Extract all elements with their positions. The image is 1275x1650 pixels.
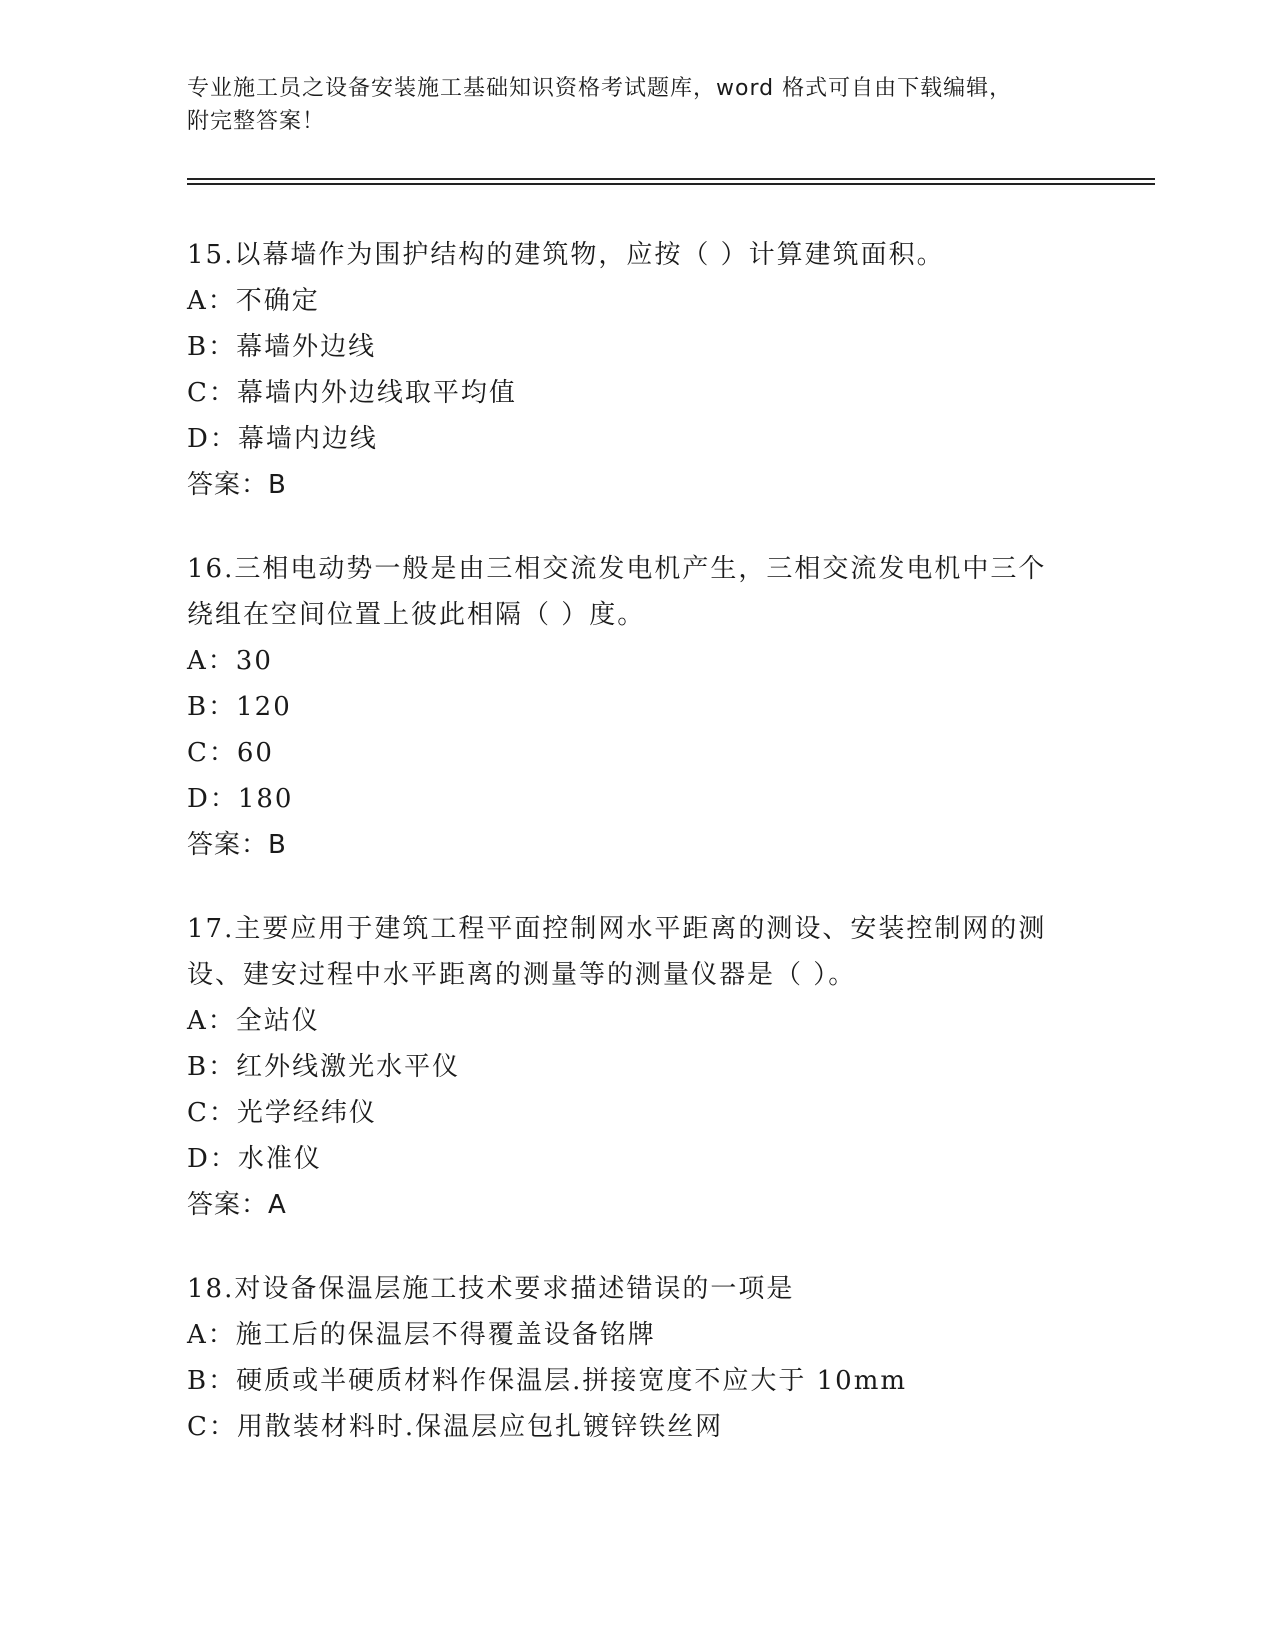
header-line-1: 专业施工员之设备安装施工基础知识资格考试题库，word 格式可自由下载编辑，: [187, 76, 1013, 101]
option-b: B：红外线激光水平仪: [187, 1052, 461, 1082]
question-text: [187, 546, 1107, 592]
question-text-line: 对设备保温层施工技术要求描述错误的一项是: [234, 1274, 795, 1304]
option-a: A：全站仪: [187, 1006, 320, 1036]
question-number: 17.: [187, 914, 235, 944]
option-c: C：幕墙内外边线取平均值: [187, 378, 517, 408]
question-text-line: 主要应用于建筑工程平面控制网水平距离的测设、安装控制网的测: [234, 914, 1047, 944]
option-c: C：光学经纬仪: [187, 1098, 377, 1128]
option-b: B：硬质或半硬质材料作保温层.拼接宽度不应大于 10mm: [187, 1366, 908, 1396]
header-divider-top: [187, 178, 1155, 180]
option-a: A：施工后的保温层不得覆盖设备铭牌: [187, 1320, 656, 1350]
question-17: [187, 906, 1107, 1228]
question-number: 16.: [187, 554, 235, 584]
question-text-continued: 设、建安过程中水平距离的测量等的测量仪器是（ ）。: [187, 960, 857, 990]
question-text-line: 三相电动势一般是由三相交流发电机产生，三相交流发电机中三个: [234, 554, 1047, 584]
question-15: [187, 232, 1107, 508]
question-16: [187, 546, 1107, 868]
option-a: A：30: [187, 646, 273, 676]
question-text-line: 以幕墙作为围护结构的建筑物，应按（ ）计算建筑面积。: [234, 240, 945, 270]
answer: 答案：B: [187, 470, 287, 500]
option-d: D：水准仪: [187, 1144, 322, 1174]
question-text: [187, 1266, 1107, 1312]
question-list: [187, 232, 1107, 1488]
question-text-continued: 绕组在空间位置上彼此相隔（ ）度。: [187, 600, 646, 630]
option-a: A：不确定: [187, 286, 320, 316]
answer: 答案：A: [187, 1190, 287, 1220]
option-d: D：180: [187, 784, 294, 814]
header-divider-bottom: [187, 183, 1155, 185]
header-line-2: 附完整答案！: [187, 109, 326, 134]
question-number: 18.: [187, 1274, 235, 1304]
document-header: [187, 72, 1067, 138]
option-b: B：幕墙外边线: [187, 332, 377, 362]
option-c: C：用散装材料时.保温层应包扎镀锌铁丝网: [187, 1412, 724, 1442]
option-b: B：120: [187, 692, 292, 722]
question-number: 15.: [187, 240, 235, 270]
question-18: [187, 1266, 1107, 1450]
option-d: D：幕墙内边线: [187, 424, 378, 454]
option-c: C：60: [187, 738, 274, 768]
question-text: [187, 232, 1107, 278]
question-text: [187, 906, 1107, 952]
answer: 答案：B: [187, 830, 287, 860]
